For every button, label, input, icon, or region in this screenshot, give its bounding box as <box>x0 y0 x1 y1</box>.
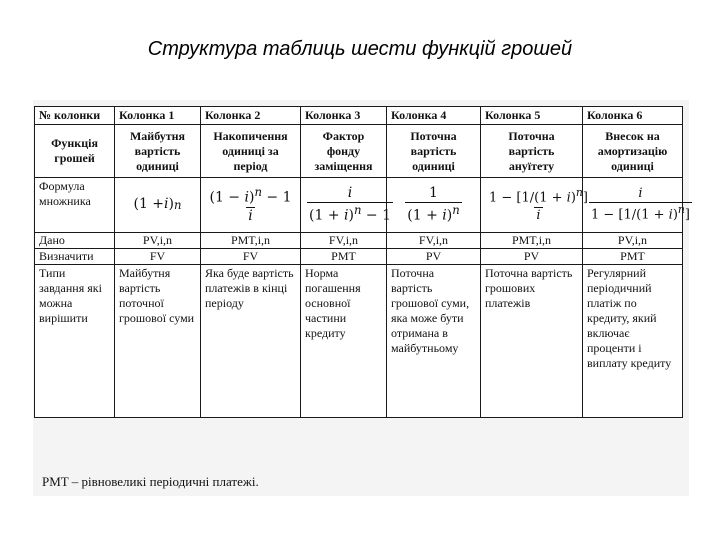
find-cell-4: PV <box>387 249 481 265</box>
row-label-functions: Функція грошей <box>35 125 115 178</box>
header-cell-col-2: Колонка 2 <box>201 107 301 125</box>
table-row-given <box>35 233 683 249</box>
task-cell-3: Норма погашення основної частини кредиту <box>301 265 387 418</box>
formula-cell-6 <box>583 178 690 233</box>
formula-cell-3 <box>301 178 392 233</box>
function-cell-6: Внесок на амортизацію одиниці <box>583 125 683 178</box>
task-cell-6: Регулярний періодичний платіж по кредиту, який включає проценти і виплату кредиту <box>583 265 683 418</box>
task-cell-4: Поточна вартість грошової суми, яка може бути отримана в майбутньому <box>387 265 481 418</box>
find-cell-3: PMT <box>301 249 387 265</box>
header-cell-col-6: Колонка 6 <box>583 107 683 125</box>
task-cell-2: Яка буде вартість платежів в кінці періоду <box>201 265 301 418</box>
table-header-row <box>35 107 683 125</box>
find-cell-6: PMT <box>583 249 683 265</box>
row-label-find: Визначити <box>35 249 115 265</box>
header-cell-col-4: Колонка 4 <box>387 107 481 125</box>
formula-sinking-fund: $\frac{i}{(1 + i)^n - 1}$ <box>309 184 392 224</box>
given-cell-1: PV,i,n <box>115 233 201 249</box>
task-cell-1: Майбутня вартість поточної грошової суми <box>115 265 201 418</box>
function-cell-4: Поточна вартість одиниці <box>387 125 481 178</box>
function-cell-3: Фактор фонду заміщення <box>301 125 387 178</box>
given-cell-6: PV,i,n <box>583 233 683 249</box>
formula-amortization: $\frac{i}{1 - [1/(1 + i)^n]}$ <box>591 186 690 223</box>
given-cell-5: PMT,i,n <box>481 233 583 249</box>
formula-cell-4 <box>387 178 481 233</box>
header-cell-col-1: Колонка 1 <box>115 107 201 125</box>
slide-title: Структура таблиць шести функцій грошей <box>147 38 573 60</box>
header-cell-col-5: Колонка 5 <box>481 107 583 125</box>
row-label-task-types: Типи завдання які можна вирішити <box>35 265 115 418</box>
formula-cell-1 <box>115 178 201 233</box>
find-cell-2: FV <box>201 249 301 265</box>
row-label-given: Дано <box>35 233 115 249</box>
function-cell-2: Накопичення одиниці за період <box>201 125 301 178</box>
formula-accumulation: $\frac{(1 - i)^n - 1}{i}$ <box>209 184 292 224</box>
given-cell-2: PMT,i,n <box>201 233 301 249</box>
given-cell-4: FV,i,n <box>387 233 481 249</box>
formula-cell-5 <box>481 178 588 233</box>
money-functions-table <box>34 106 690 418</box>
table-row-functions <box>35 125 683 178</box>
function-cell-5: Поточна вартість ануїтету <box>481 125 583 178</box>
footnote: PMT – рівновеликі періодичні платежі. <box>42 474 259 489</box>
find-cell-1: FV <box>115 249 201 265</box>
task-cell-5: Поточна вартість грошових платежів <box>481 265 583 418</box>
formula-future-value: (1 + i ) n <box>133 196 182 213</box>
header-cell-col-3: Колонка 3 <box>301 107 387 125</box>
table-row-formulas <box>35 178 683 233</box>
header-cell-column-number: № колонки <box>35 107 115 125</box>
formula-annuity: $\frac{1 - [1/(1 + i)^n]}{i}$ <box>489 186 588 223</box>
formula-present-value: $\frac{1}{(1 + i)^n}$ <box>407 184 460 224</box>
row-label-formula: Формула множника <box>35 178 115 233</box>
find-cell-5: PV <box>481 249 583 265</box>
formula-cell-2 <box>201 178 301 233</box>
function-cell-1: Майбутня вартість одиниці <box>115 125 201 178</box>
given-cell-3: FV,i,n <box>301 233 387 249</box>
table-row-task-types <box>35 265 683 418</box>
table-row-find <box>35 249 683 265</box>
